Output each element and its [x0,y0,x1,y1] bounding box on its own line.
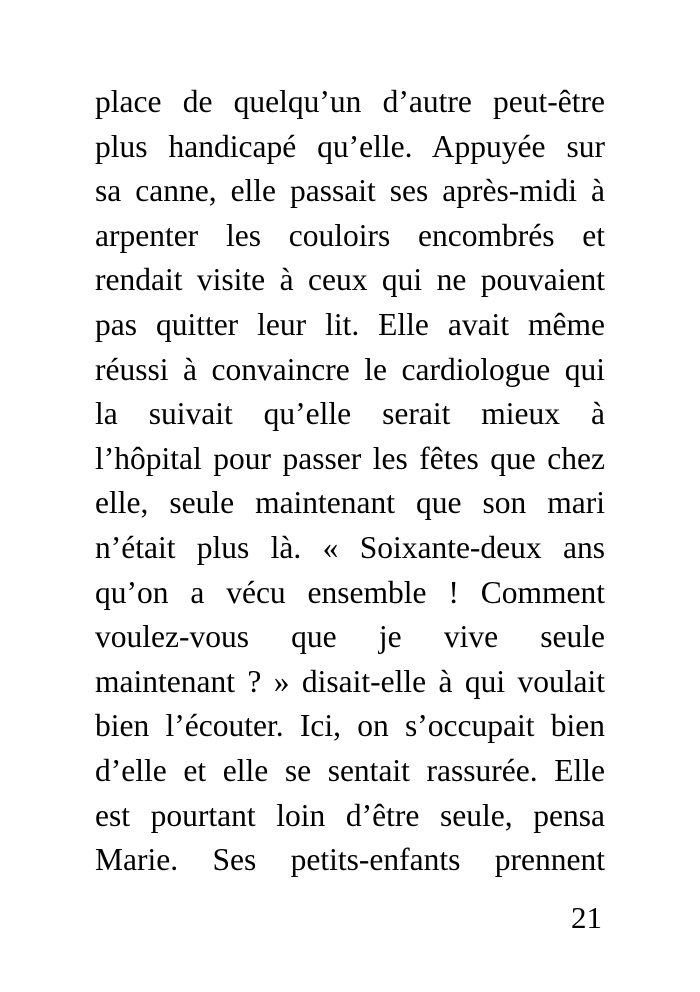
text-line: place de quelqu’un d’autre peut-être [95,84,605,119]
text-line: voulez-vous que je vive seule [95,619,605,655]
text-line: arpenter les couloirs encombrés et [95,217,605,253]
text-line: plus handicapé qu’elle. Appuyée sur [95,128,605,164]
text-line: qu’on a vécu ensemble ! Comment [95,574,605,610]
text-line: sa canne, elle passait ses après-midi à [95,173,605,209]
text-line: d’elle et elle se sentait rassurée. Elle [95,752,605,788]
body-text [95,80,605,883]
text-line: rendait visite à ceux qui ne pouvaient [95,262,605,298]
text-line: réussi à convaincre le cardiologue qui [95,351,605,387]
text-line: l’hôpital pour passer les fêtes que chez [95,440,605,476]
text-line: pas quitter leur lit. Elle avait même [95,306,605,342]
text-line: maintenant ? » disait-elle à qui voulait [95,663,605,699]
text-line: la suivait qu’elle serait mieux à [95,396,605,432]
text-line: bien l’écouter. Ici, on s’occupait bien [95,708,605,744]
text-line: n’était plus là. « Soixante-deux ans [95,529,605,565]
text-line: est pourtant loin d’être seule, pensa [95,797,605,833]
text-line: elle, seule maintenant que son mari [95,485,605,521]
text-line: Marie. Ses petits-enfants prennent [95,842,605,878]
page-number: 21 [571,900,602,935]
